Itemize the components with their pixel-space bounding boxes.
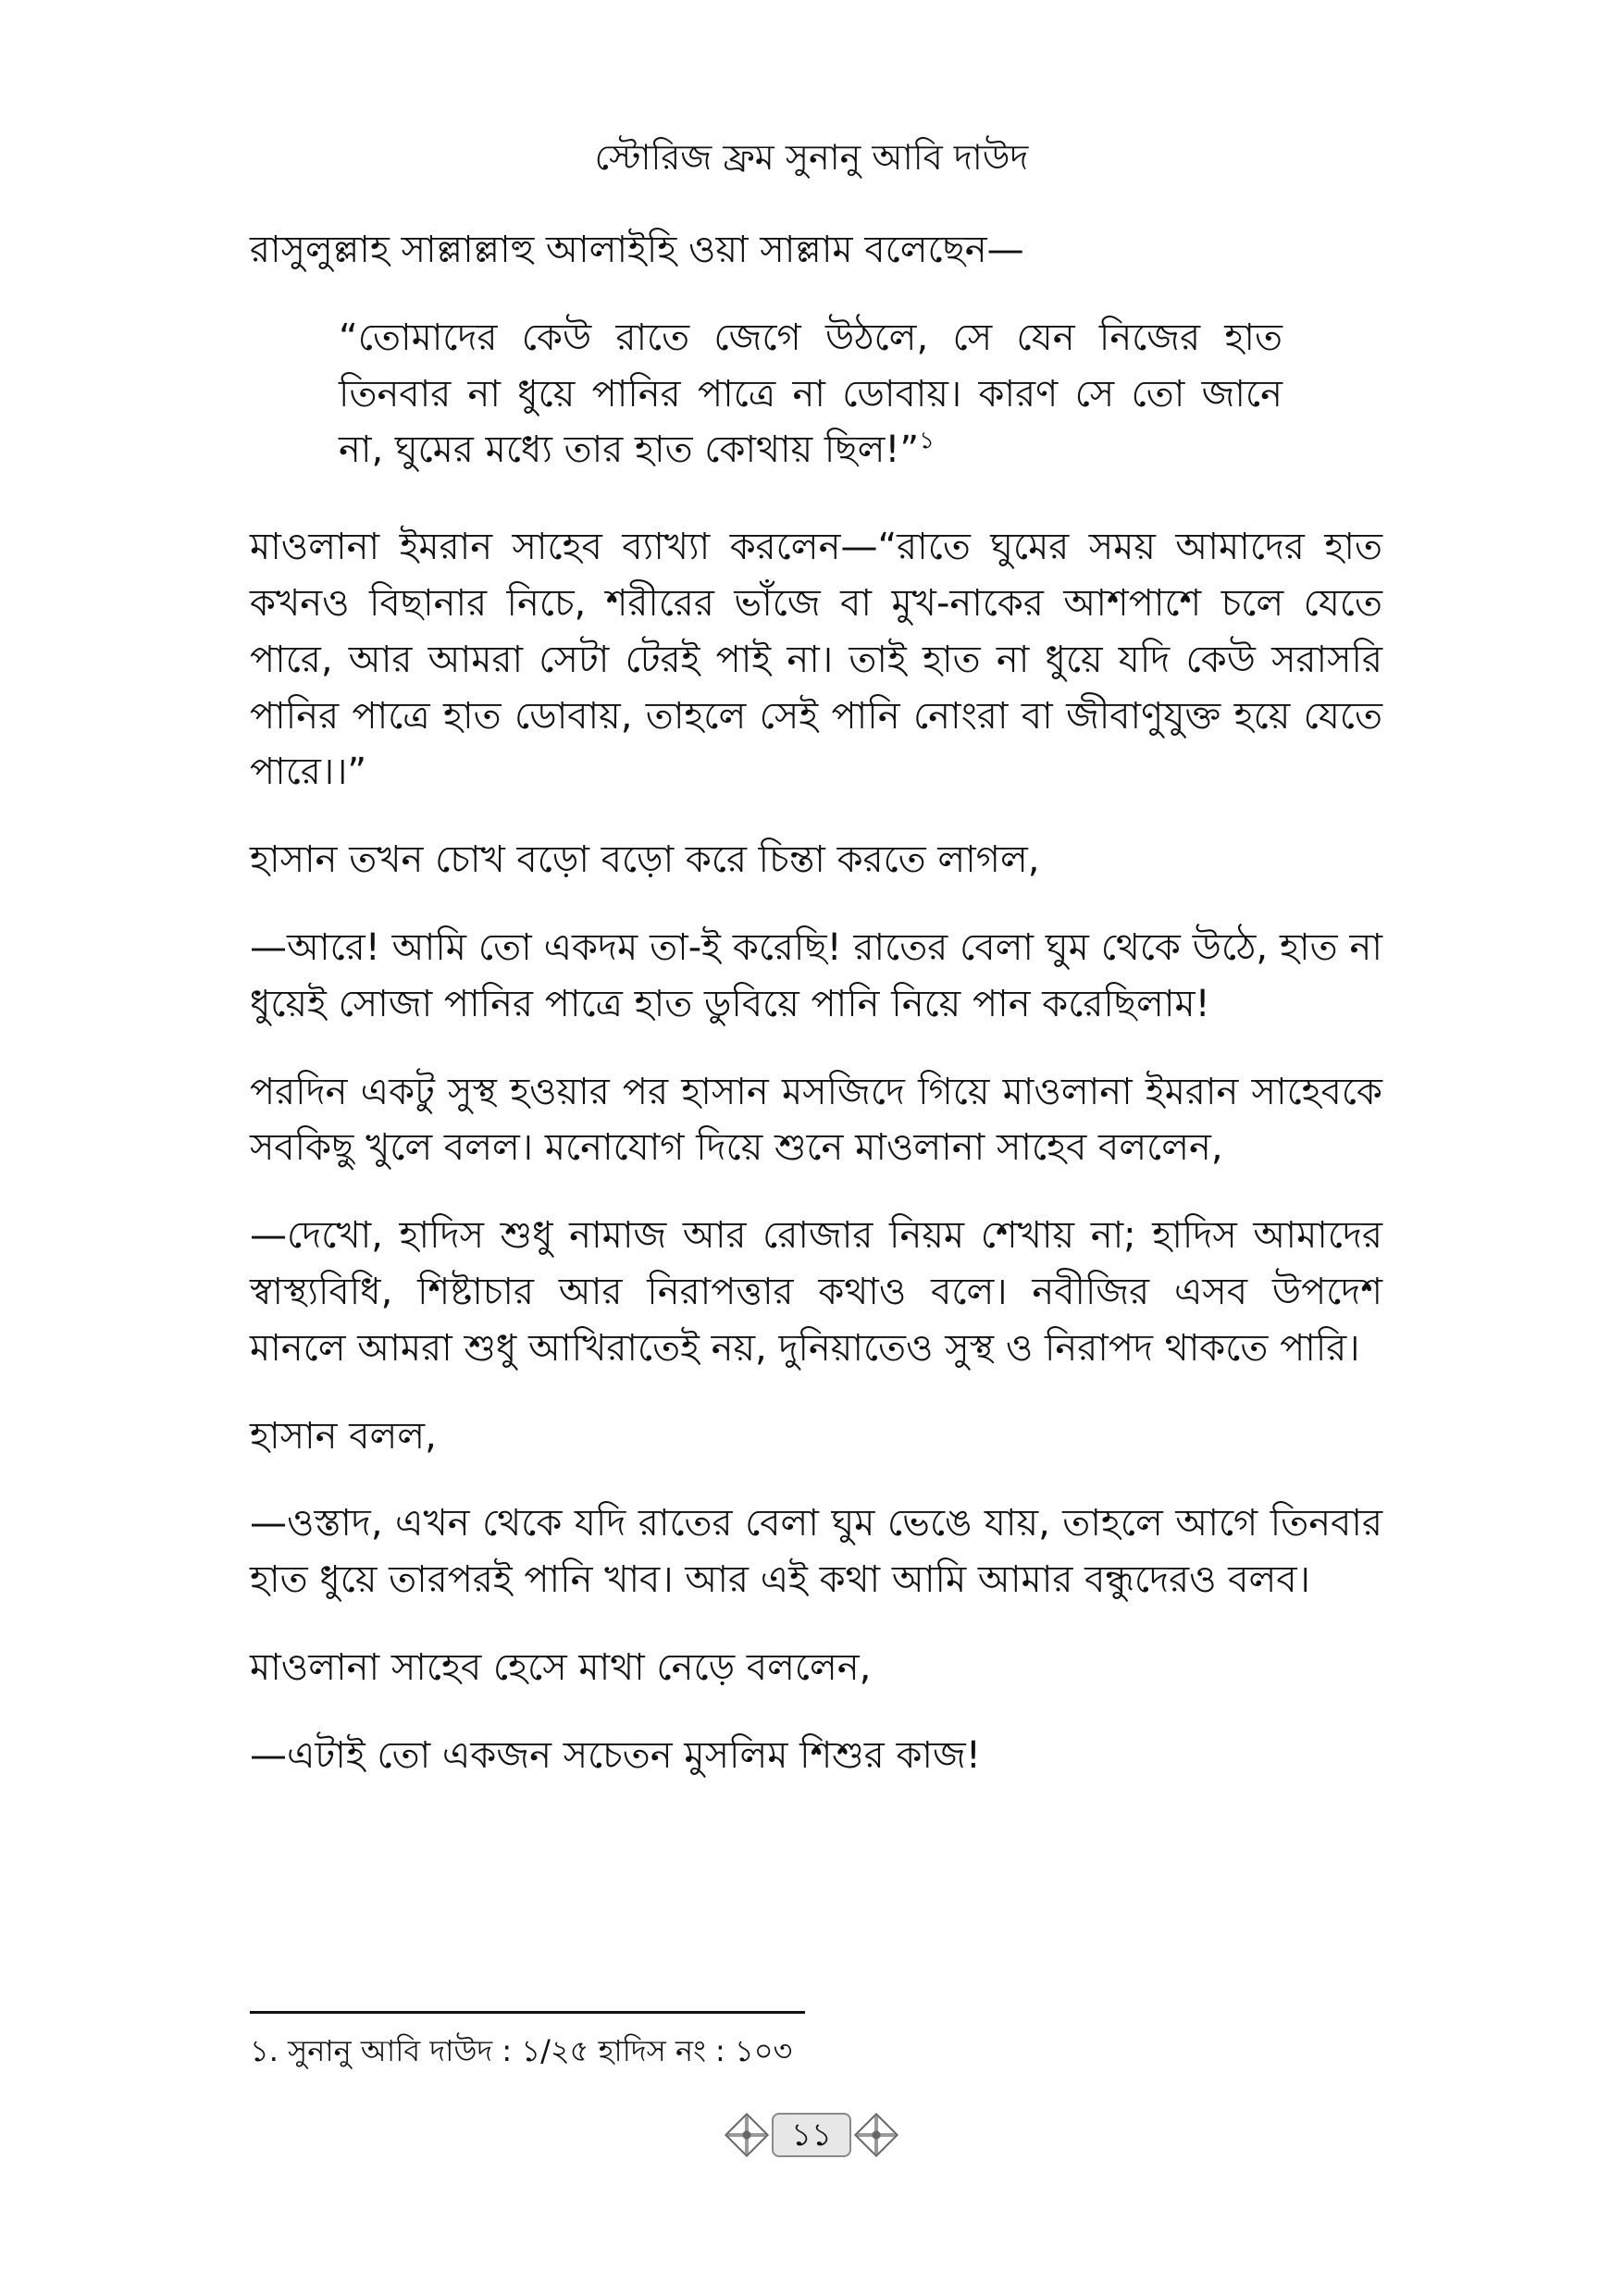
page-number: ১১	[772, 2113, 851, 2157]
page-footer	[0, 2113, 1623, 2157]
narrative-paragraph-1: পরদিন একটু সুস্থ হওয়ার পর হাসান মসজিদে গিয়ে মাওলানা ইমরান সাহেবকে সবকিছু খুলে বলল। মনোযোগ দিয়ে শুনে মাওলানা সাহেব বললেন,	[250, 1070, 1382, 1170]
footnote-divider	[250, 2011, 805, 2014]
dialogue-intro-maulana: মাওলানা সাহেব হেসে মাথা নেড়ে বললেন,	[250, 1645, 872, 1689]
dialogue-hasan-2: —ওস্তাদ, এখন থেকে যদি রাতের বেলা ঘুম ভেঙে যায়, তাহলে আগে তিনবার হাত ধুয়ে তারপরই পানি খাব। আর এই কথা আমি আমার বন্ধুদেরও বলব।	[250, 1502, 1382, 1602]
dialogue-intro-hasan: হাসান বলল,	[250, 1414, 437, 1458]
running-title: স্টোরিজ ফ্রম সুনানু আবি দাউদ	[594, 137, 1029, 178]
hadith-quote-text: “তোমাদের কেউ রাতে জেগে উঠলে, সে যেন নিজের হাত তিনবার না ধুয়ে পানির পাত্রে না ডোবায়। কারণ সে তো জানে না, ঘুমের মধ্যে তার হাত কোথায় ছিল!”	[339, 316, 1282, 472]
thought-line: হাসান তখন চোখ বড়ো বড়ো করে চিন্তা করতে লাগল,	[250, 838, 1040, 882]
footnote: ১. সুনানু আবি দাউদ : ১/২৫ হাদিস নং : ১০৩	[250, 2033, 793, 2068]
dialogue-maulana-1: —দেখো, হাদিস শুধু নামাজ আর রোজার নিয়ম শেখায় না; হাদিস আমাদের স্বাস্থ্যবিধি, শিষ্টাচার আর নিরাপত্তার কথাও বলে। নবীজির এসব উপদেশ মানলে আমরা শুধু আখিরাতেই নয়, দুনিয়াতেও সুস্থ ও নিরাপদ থাকতে পারি।	[250, 1214, 1382, 1370]
hadith-quote	[339, 310, 1282, 478]
footnote-reference: ১	[919, 428, 935, 456]
right-ornament-icon	[854, 2113, 898, 2157]
intro-line: রাসুলুল্লাহ সাল্লাল্লাহু আলাইহি ওয়া সাল্লাম বলেছেন—	[250, 229, 1024, 271]
page-number-container	[731, 2113, 892, 2157]
dialogue-hasan-1: —আরে! আমি তো একদম তা-ই করেছি! রাতের বেলা ঘুম থেকে উঠে, হাত না ধুয়েই সোজা পানির পাত্রে হাত ডুবিয়ে পানি নিয়ে পান করেছিলাম!	[250, 925, 1382, 1025]
explanation-paragraph: মাওলানা ইমরান সাহেব ব্যাখ্যা করলেন—“রাতে ঘুমের সময় আমাদের হাত কখনও বিছানার নিচে, শরীরের ভাঁজে বা মুখ-নাকের আশপাশে চলে যেতে পারে, আর আমরা সেটা টেরই পাই না। তাই হাত না ধুয়ে যদি কেউ সরাসরি পানির পাত্রে হাত ডোবায়, তাহলে সেই পানি নোংরা বা জীবাণুযুক্ত হয়ে যেতে পারে।।”	[250, 526, 1382, 794]
dialogue-maulana-2: —এটাই তো একজন সচেতন মুসলিম শিশুর কাজ!	[250, 1733, 981, 1777]
main-content	[250, 222, 1382, 1816]
left-ornament-icon	[725, 2113, 769, 2157]
